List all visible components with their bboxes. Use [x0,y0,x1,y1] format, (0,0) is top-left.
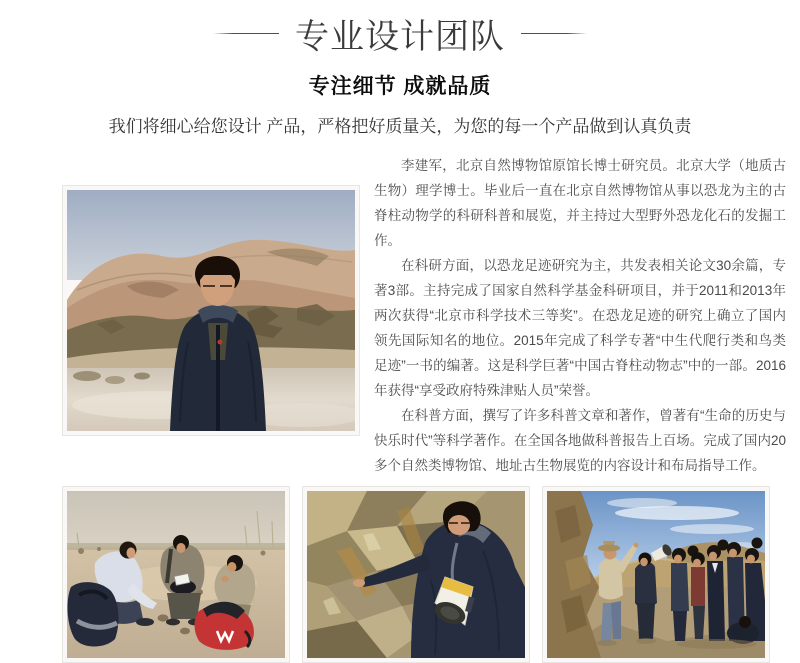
gallery-section [62,486,800,663]
header [0,0,800,137]
gallery-photo-2 [302,486,530,663]
page-tagline: 我们将细心给您设计 产品，严格把好质量关，为您的每一个产品做到认真负责 [108,117,692,136]
bio-paragraph-1: 李建军，北京自然博物馆原馆长博士研究员。北京大学（地质古生物）理学博士。毕业后一直在北京自然博物馆从事以恐龙为主的古脊柱动物学的科研科普和展览，并主持过大型野外恐龙化石的发掘工作。 [374,158,786,248]
profile-photo [62,185,360,436]
bio-text [374,153,786,478]
gallery-photo-2-image [307,491,525,658]
gallery-photo-1-image [67,491,285,658]
bio-paragraph-3: 在科普方面，撰写了许多科普文章和著作，曾著有“生命的历史与快乐时代”等科学著作。在全国各地做科普报告上百场。完成了国内20多个自然类博物馆、地址古生物展览的内容设计和布局指导工作。 [374,408,786,473]
profile-section [62,153,788,478]
bio-paragraph-2: 在科研方面，以恐龙足迹研究为主，共发表相关论文30余篇，专著3部。主持完成了国家自然科学基金科研项目，并于2011和2013年两次获得“北京市科学技术三等奖”。在恐龙足迹的研究上确立了国内领先国际知名的地位。2015年完成了科学专著“中生代爬行类和鸟类足迹”一书的编著。这是科学巨著“中国古脊柱动物志”中的一部。2016年获得“享受政府特殊津贴人员”荣誉。 [374,258,786,398]
title-divider-right [521,33,587,34]
visitor-group [671,538,765,650]
navy-backpack [68,582,119,646]
gallery-photo-3 [542,486,770,663]
page-subtitle: 专注细节 成就品质 [308,75,492,98]
title-row [0,10,800,56]
page-title: 专业设计团队 [295,17,505,56]
profile-photo-image [67,190,355,431]
gallery-photo-3-image [547,491,765,658]
title-divider-left [213,33,279,34]
gallery-photo-1 [62,486,290,663]
